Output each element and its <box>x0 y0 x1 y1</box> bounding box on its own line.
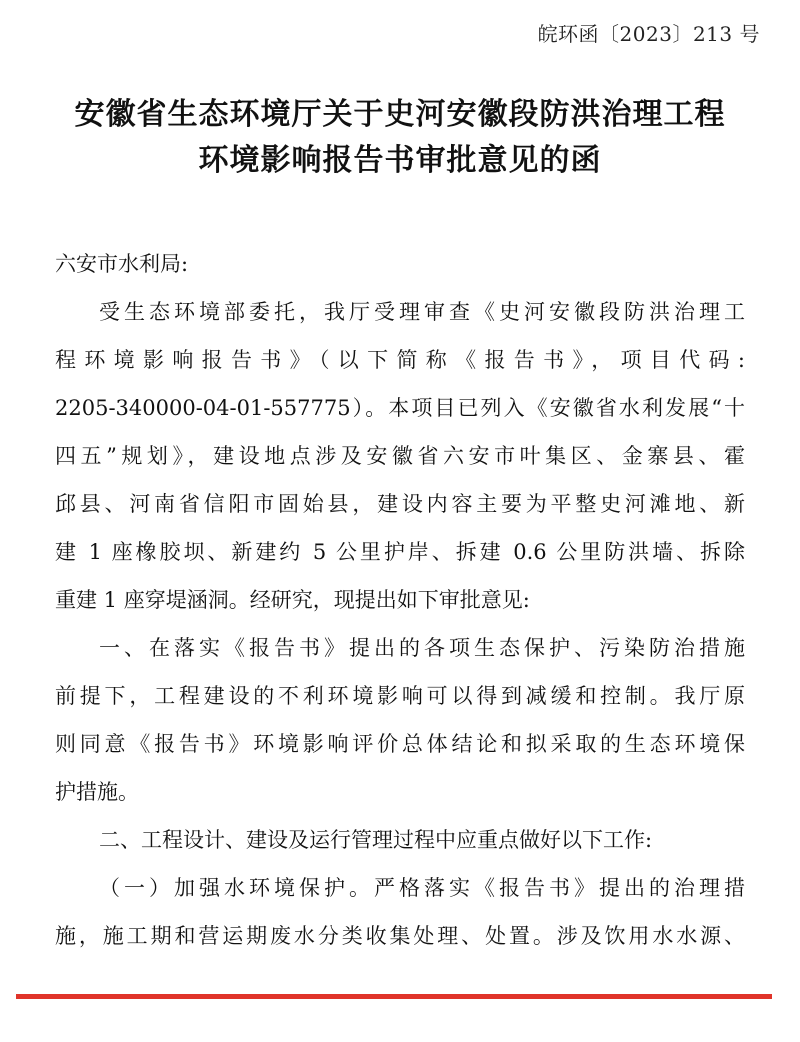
addressee: 六安市水利局: <box>55 252 189 276</box>
paragraph-line: 护措施。 <box>55 780 139 804</box>
paragraph-line: 则同意《报告书》环境影响评价总体结论和拟采取的生态环境保 <box>55 732 745 756</box>
document-body <box>55 240 745 960</box>
paragraph-line: 受生态环境部委托，我厅受理审查《史河安徽段防洪治理工 <box>99 300 745 324</box>
title-line-2: 环境影响报告书审批意见的函 <box>198 143 602 178</box>
paragraph-line: 邱县、河南省信阳市固始县，建设内容主要为平整史河滩地、新 <box>55 492 745 516</box>
paragraph-line: 二、工程设计、建设及运行管理过程中应重点做好以下工作: <box>99 828 653 852</box>
paragraph-line: 建 1 座橡胶坝、新建约 5 公里护岸、拆建 0.6 公里防洪墙、拆除 <box>55 540 745 564</box>
paragraph-line: 2205-340000-04-01-557775）。本项目已列入《安徽省水利发展“十 <box>55 396 745 420</box>
paragraph-line: 程环境影响报告书》（以下简称《报告书》，项目代码: <box>55 348 745 372</box>
paragraph-line: 四五”规划》，建设地点涉及安徽省六安市叶集区、金寨县、霍 <box>55 444 745 468</box>
paragraph-line: 一、在落实《报告书》提出的各项生态保护、污染防治措施 <box>99 636 745 660</box>
paragraph-line: 前提下，工程建设的不利环境影响可以得到减缓和控制。我厅原 <box>55 684 745 708</box>
paragraph-line: 重建 1 座穿堤涵洞。经研究，现提出如下审批意见: <box>55 588 530 612</box>
paragraph-line: （一）加强水环境保护。严格落实《报告书》提出的治理措 <box>99 876 745 900</box>
paragraph-line: 施，施工期和营运期废水分类收集处理、处置。涉及饮用水水源、 <box>55 924 745 948</box>
document-title <box>30 92 770 184</box>
title-line-1: 安徽省生态环境厅关于史河安徽段防洪治理工程 <box>74 97 726 132</box>
red-divider-line <box>16 994 772 999</box>
document-number: 皖环函〔2023〕213 号 <box>537 22 760 46</box>
